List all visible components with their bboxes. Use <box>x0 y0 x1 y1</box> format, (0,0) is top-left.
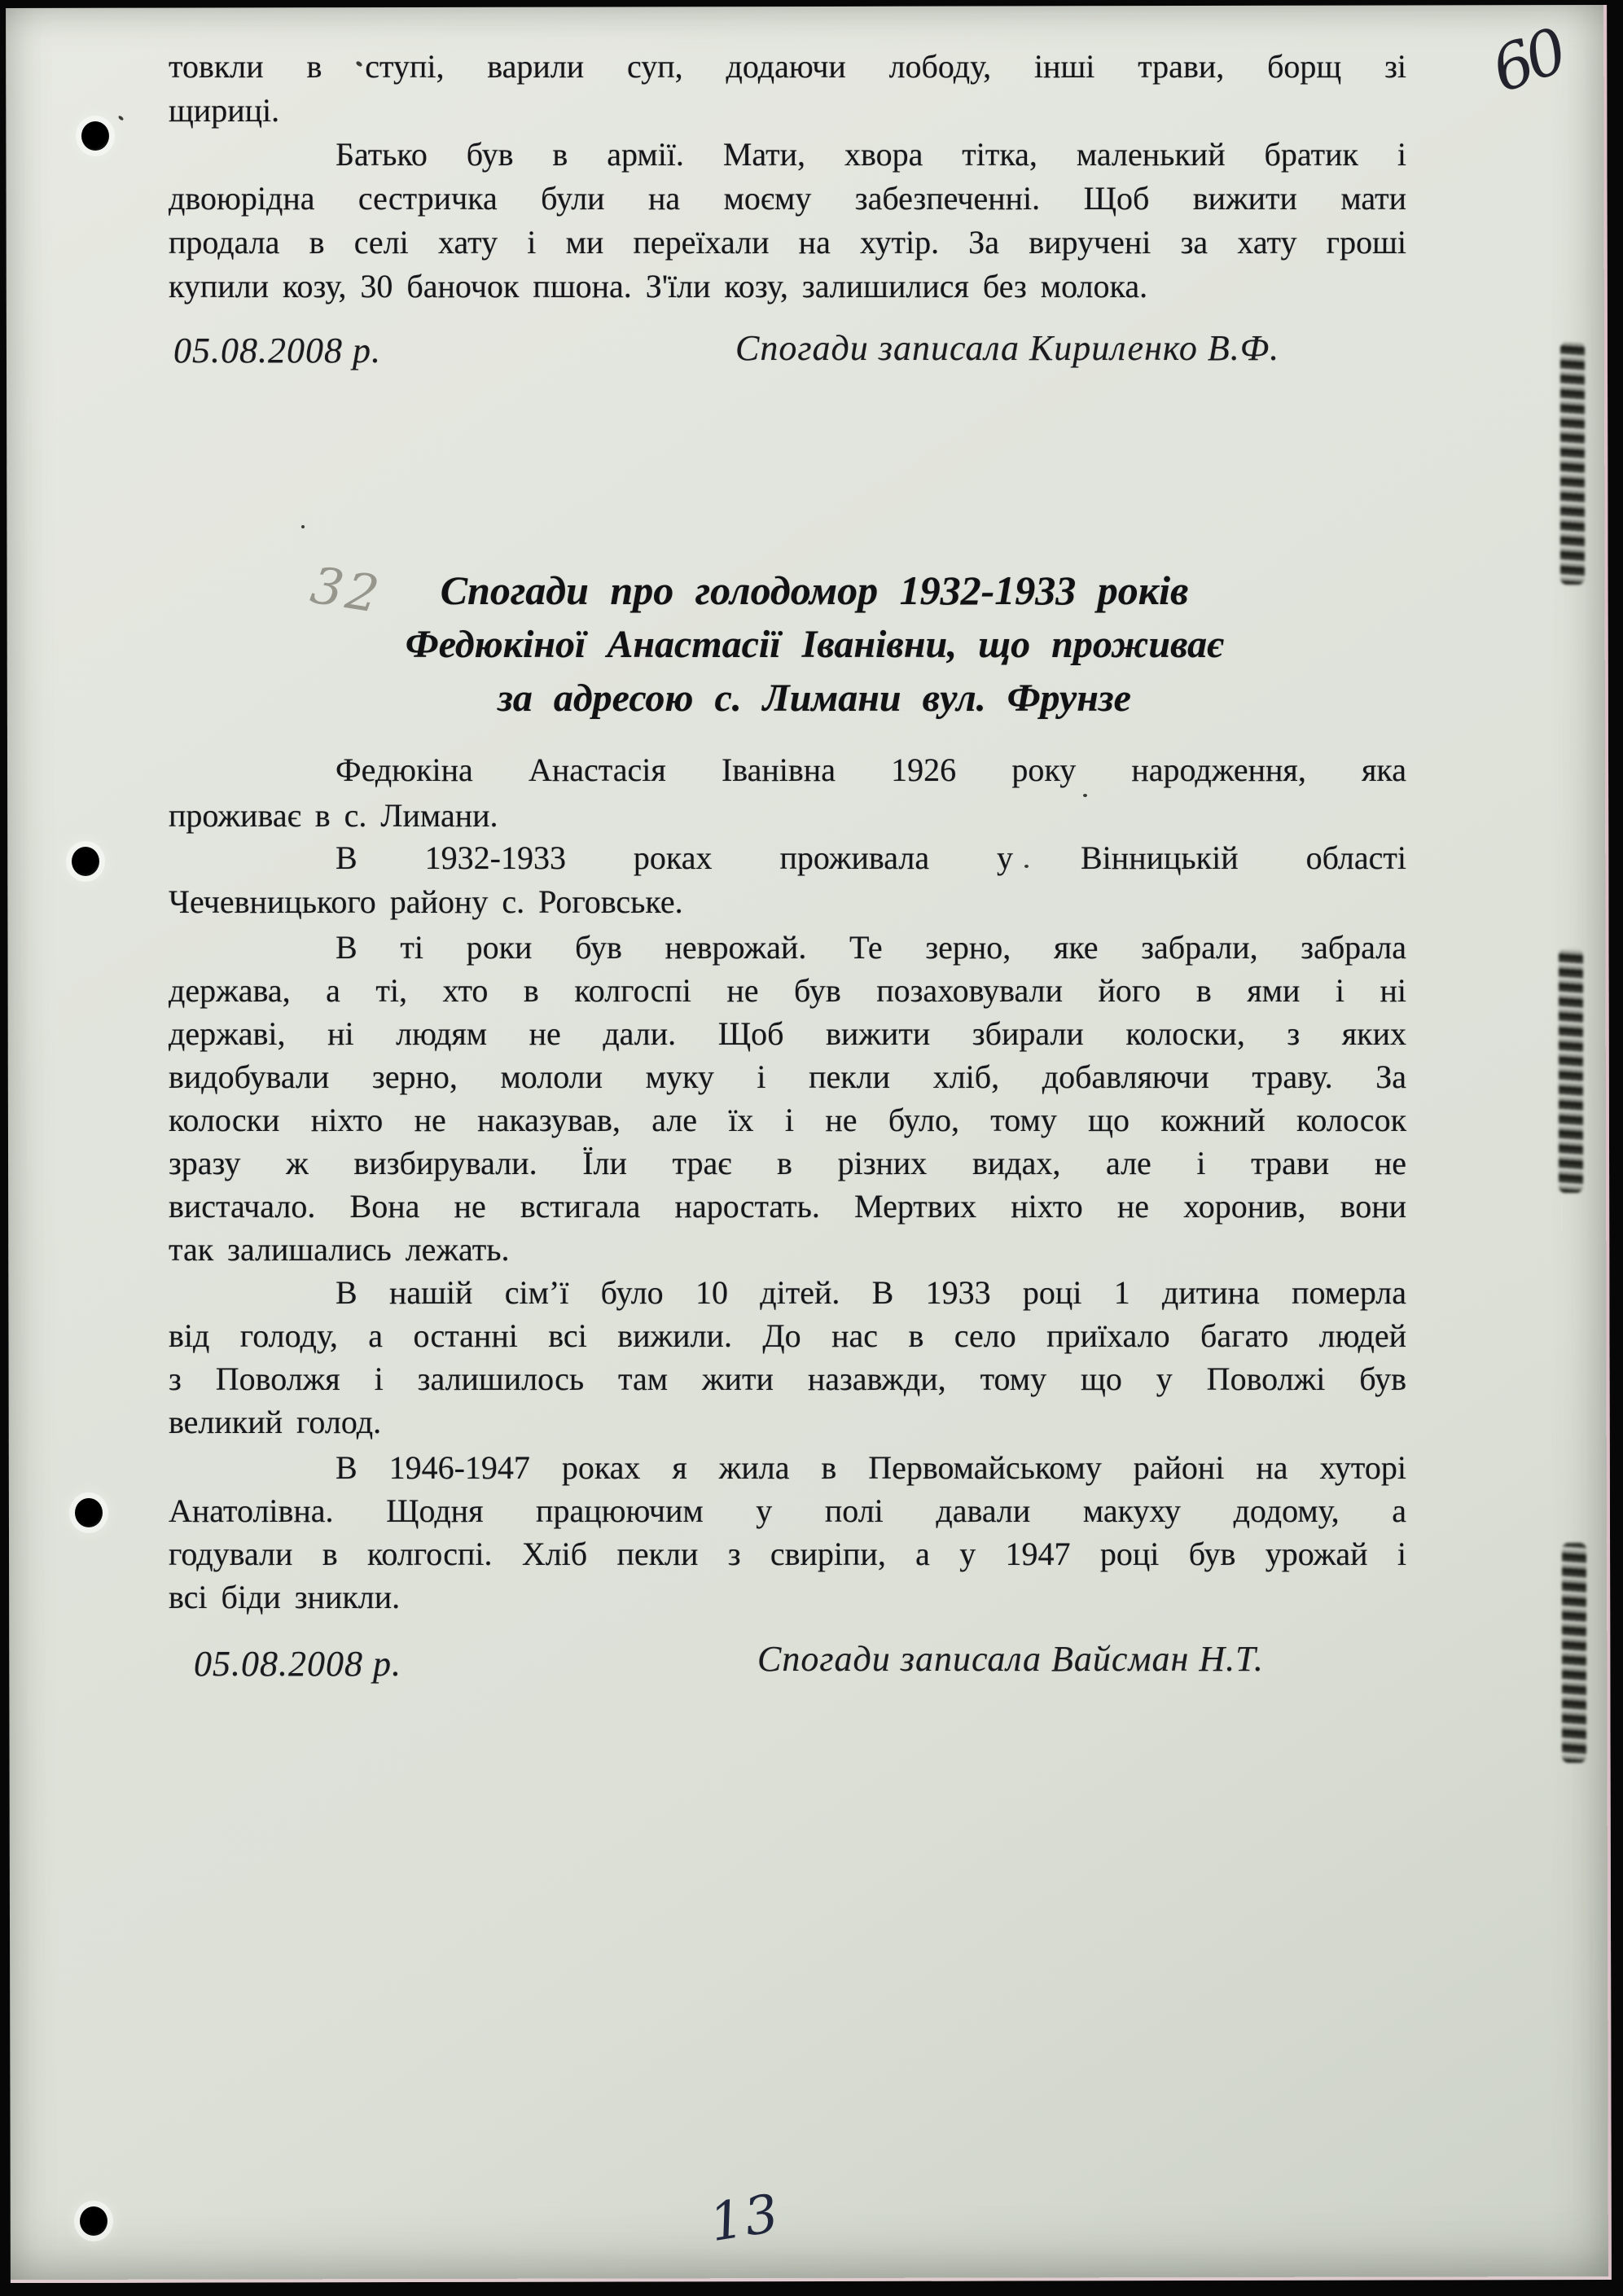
text-line: державі, ні людям не дали. Щоб вижити збирали колоски, з яких <box>169 1015 1406 1052</box>
document-title-line: за адресою с. Лимани вул. Фрунзе <box>498 677 1131 720</box>
scan-smudge <box>1562 1543 1586 1763</box>
text-line: купили козу, 30 баночок пшона. З'їли козу, залишилися без молока. <box>169 268 1148 305</box>
document-title-line: Спогади про голодомор 1932-1933 років <box>440 567 1189 613</box>
text-line: колоски ніхто не наказував, але їх і не було, тому що кожний колосок <box>169 1102 1406 1138</box>
text-line: Анатолівна. Щодня працюючим у полі давали макуху додому, а <box>169 1492 1406 1529</box>
text-line: продала в селі хату і ми переїхали на хутір. За виручені за хату гроші <box>169 224 1406 261</box>
text-line: двоюрідна сестричка були на моєму забезпеченні. Щоб вижити мати <box>169 180 1406 217</box>
record-date: 05.08.2008 р. <box>173 331 381 370</box>
handwritten-corner-mark: 60 <box>1482 15 1573 107</box>
hole-punch-mark <box>75 1498 103 1527</box>
document-title-line: Федюкіної Анастасії Іванівни, що проживає <box>405 623 1224 666</box>
text-line: проживає в с. Лимани. <box>169 797 498 834</box>
text-line: видобували зерно, мололи муку і пекли хліб, добавляючи траву. За <box>169 1058 1406 1095</box>
handwritten-pencil-number: 32 <box>306 554 387 625</box>
hole-punch-mark <box>72 847 99 876</box>
text-line: великий голод. <box>169 1404 382 1440</box>
record-credit: Спогади записала Вайсман Н.Т. <box>757 1639 1264 1679</box>
hole-punch-mark <box>81 121 109 151</box>
text-line: В нашій сім’ї було 10 дітей. В 1933 році 1 дитина померла <box>336 1274 1406 1311</box>
text-line: вистачало. Вона не встигала наростать. Мертвих ніхто не хоронив, вони <box>169 1188 1406 1225</box>
scan-smudge <box>1560 342 1585 585</box>
text-line: зразу ж визбирували. Їли трає в різних видах, але і трави не <box>169 1145 1406 1181</box>
record-date: 05.08.2008 р. <box>194 1644 401 1684</box>
text-line: щириці. <box>169 92 280 129</box>
scan-smudge <box>1559 949 1583 1193</box>
dust-speck <box>301 525 305 528</box>
text-line: Чечевницького району с. Роговське. <box>169 883 683 920</box>
text-line: Федюкіна Анастасія Іванівна 1926 року народження, яка <box>336 751 1406 788</box>
text-line: з Поволжя і залишилось там жити назавжди, тому що у Поволжі був <box>169 1361 1406 1397</box>
handwritten-page-number: 13 <box>705 2183 784 2254</box>
text-line: товкли в ступі, варили суп, додаючи лободу, інші трави, борщ зі <box>169 48 1406 85</box>
text-line: так залишались лежать. <box>169 1231 510 1268</box>
text-line: Батько був в армії. Мати, хвора тітка, маленький братик і <box>336 136 1406 173</box>
text-line: від голоду, а останні всі вижили. До нас в село приїхало багато людей <box>169 1317 1406 1354</box>
text-line: держава, а ті, хто в колгоспі не був позаховували його в ями і ні <box>169 972 1406 1009</box>
text-line: В 1946-1947 роках я жила в Первомайському районі на хуторі <box>336 1449 1406 1486</box>
text-line: В ті роки був неврожай. Те зерно, яке забрали, забрала <box>336 929 1406 966</box>
text-line: всі біди зникли. <box>169 1579 401 1615</box>
record-credit: Спогади записала Кириленко В.Ф. <box>735 328 1280 368</box>
text-line: годували в колгоспі. Хліб пекли з свиріпи, а у 1947 році був урожай і <box>169 1536 1406 1572</box>
hole-punch-mark <box>80 2206 107 2236</box>
text-line: В 1932-1933 роках проживала у Вінницькій області <box>336 839 1406 876</box>
